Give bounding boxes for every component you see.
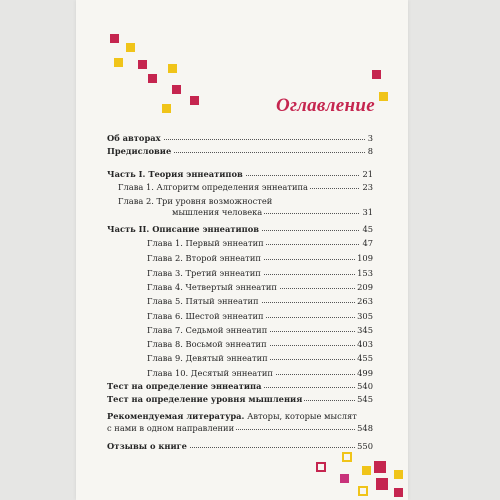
toc-entry-page: 31 [362, 207, 373, 217]
decor-square [162, 104, 171, 113]
toc-entry-continuation: с нами в одном направлении [107, 423, 235, 433]
toc-entry-title: Глава 7. Седьмой эннеатип [147, 325, 268, 335]
toc-entry-page: 3 [367, 133, 373, 143]
decor-square [168, 64, 177, 73]
toc-entry-page: 263 [357, 296, 373, 306]
toc-entry-page: 45 [362, 224, 373, 234]
toc-entry-title: Глава 10. Десятый эннеатип [147, 368, 273, 378]
toc-entry-title: Часть II. Описание эннеатипов [107, 224, 259, 234]
toc-title: Оглавление [276, 95, 375, 116]
toc-entry-page: 305 [357, 311, 373, 321]
decor-square [394, 470, 403, 479]
toc-entry-page: 21 [362, 169, 373, 179]
toc-entry-page: 540 [357, 381, 373, 391]
toc-entry-page: 403 [357, 339, 373, 349]
toc-entry-title: Глава 9. Девятый эннеатип [147, 353, 268, 363]
decor-square [376, 478, 388, 490]
decor-square [358, 486, 368, 496]
toc-entry-title: Тест на определение эннеатипа [107, 381, 262, 391]
decor-square [372, 70, 381, 79]
decor-square [114, 58, 123, 67]
toc-entry-page: 499 [357, 368, 373, 378]
toc-entry-title: Глава 2. Второй эннеатип [147, 253, 261, 263]
toc-entry-title: Глава 4. Четвертый эннеатип [147, 282, 277, 292]
toc-entry-page: 345 [357, 325, 373, 335]
toc-entry-title: Глава 5. Пятый эннеатип [147, 296, 259, 306]
decor-square [138, 60, 147, 69]
toc-entry-page: 109 [357, 253, 373, 263]
decor-square [379, 92, 388, 101]
toc-entry-title: Глава 3. Третий эннеатип [147, 268, 261, 278]
toc-entry-page: 548 [357, 423, 373, 433]
toc-entry-title: Отзывы о книге [107, 441, 187, 451]
toc-entry-title: Глава 8. Восьмой эннеатип [147, 339, 267, 349]
toc-entry-title: Глава 1. Алгоритм определения эннеатипа [118, 182, 308, 192]
toc-entry-page: 545 [357, 394, 373, 404]
decor-square [374, 461, 386, 473]
decor-square [340, 474, 349, 483]
decor-square [316, 462, 326, 472]
toc-entry-continuation: мышления человека [172, 207, 263, 217]
toc-entry-page: 209 [357, 282, 373, 292]
toc-entry-title-rest: Авторы, которые мыслят [244, 411, 357, 421]
toc-entry-title: Глава 2. Три уровня возможностей [118, 196, 273, 206]
toc-entry-title: Об авторах [107, 133, 161, 143]
toc-entry-page: 455 [357, 353, 373, 363]
toc-entry-title: Глава 6. Шестой эннеатип [147, 311, 264, 321]
toc-entry-title: Глава 1. Первый эннеатип [147, 238, 264, 248]
toc-entry-page: 550 [357, 441, 373, 451]
decor-square [342, 452, 352, 462]
decor-square [126, 43, 135, 52]
toc-entry-title: Часть I. Теория эннеатипов [107, 169, 243, 179]
toc-entry-title: Тест на определение уровня мышления [107, 394, 303, 404]
decor-square [394, 488, 403, 497]
toc-entry-title-bold: Рекомендуемая литература. [107, 411, 245, 421]
toc-entry-page: 153 [357, 268, 373, 278]
toc-entry-page: 47 [362, 238, 373, 248]
toc-entry-title: Предисловие [107, 146, 172, 156]
decor-square [190, 96, 199, 105]
toc-entry-page: 8 [367, 146, 373, 156]
toc-entry-title [107, 411, 357, 421]
decor-square [172, 85, 181, 94]
decor-square [362, 466, 371, 475]
decor-square [110, 34, 119, 43]
toc-entry-page: 23 [362, 182, 373, 192]
decor-square [148, 74, 157, 83]
